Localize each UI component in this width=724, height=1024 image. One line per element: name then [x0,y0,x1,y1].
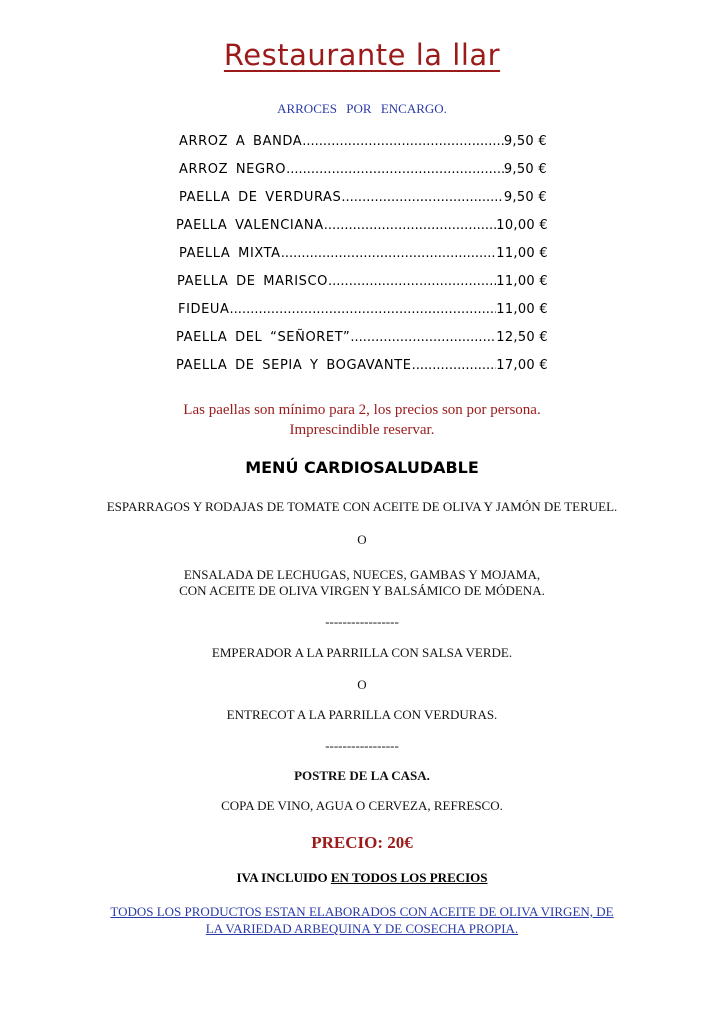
rice-item [179,190,547,205]
dot-leader [230,302,497,317]
menu-main-2: ENTRECOT A LA PARRILLA CON VERDURAS. [226,707,498,722]
footer-line-2: LA VARIEDAD ARBEQUINA Y DE COSECHA PROPIA. [205,921,519,936]
olive-oil-footer [0,903,724,937]
rice-section-heading: ARROCES POR ENCARGO. [277,101,447,116]
rice-item [176,218,548,233]
dot-leader [324,218,497,233]
rice-item [179,246,548,261]
menu-title: MENÚ CARDIOSALUDABLE [245,458,479,477]
dish-name: PAELLA DE SEPIA Y BOGAVANTE [176,358,412,373]
menu-starter-1: ESPARRAGOS Y RODAJAS DE TOMATE CON ACEITE DE OLIVA Y JAMÓN DE TERUEL. [106,499,618,514]
menu-drinks: COPA DE VINO, AGUA O CERVEZA, REFRESCO. [221,798,503,813]
dish-price: 11,00 € [496,274,548,289]
menu-or-separator: O [357,532,367,547]
dish-price: 11,00 € [496,302,548,317]
menu-dessert: POSTRE DE LA CASA. [294,768,430,783]
menu-dash-divider: ----------------- [325,614,399,629]
dish-price: 9,50 € [503,134,547,149]
dish-price: 11,00 € [496,246,548,261]
menu-starter-2-line-2: CON ACEITE DE OLIVA VIRGEN Y BALSÁMICO DE MÓDENA. [179,583,545,598]
menu-or-separator: O [357,677,367,692]
dish-price: 10,00 € [496,218,548,233]
iva-notice [0,870,724,886]
dish-price: 12,50 € [496,330,548,345]
dish-name: ARROZ NEGRO [179,162,287,177]
dish-price: 9,50 € [503,190,547,205]
dish-name: FIDEUA [178,302,230,317]
dot-leader [350,330,496,345]
dish-price: 17,00 € [496,358,548,373]
dish-name: PAELLA MIXTA [179,246,281,261]
rice-item [176,330,548,345]
menu-dash-divider: ----------------- [325,738,399,753]
iva-underlined: EN TODOS LOS PRECIOS [330,870,488,885]
dot-leader [302,134,504,149]
paella-note-reservation: Imprescindible reservar. [289,422,435,438]
dish-name: ARROZ A BANDA [179,134,303,149]
dot-leader [412,358,497,373]
dish-name: PAELLA DE MARISCO [177,274,329,289]
iva-prefix: IVA INCLUIDO [236,870,331,885]
menu-main-1: EMPERADOR A LA PARRILLA CON SALSA VERDE. [211,645,513,660]
rice-item [176,358,548,373]
rice-item [177,274,548,289]
rice-item [178,302,548,317]
menu-price: PRECIO: 20€ [311,833,413,852]
footer-line-1: TODOS LOS PRODUCTOS ESTAN ELABORADOS CON ACEITE DE OLIVA VIRGEN, DE [110,904,614,919]
dot-leader [286,162,504,177]
rice-item [179,134,547,149]
menu-starter-2-line-1: ENSALADA DE LECHUGAS, NUECES, GAMBAS Y MOJAMA, [183,567,541,582]
dish-name: PAELLA DE VERDURAS [179,190,342,205]
rice-item [179,162,547,177]
restaurant-title: Restaurante la llar [223,38,501,72]
dot-leader [281,246,497,261]
dot-leader [341,190,503,205]
dish-name: PAELLA VALENCIANA [176,218,324,233]
dot-leader [328,274,496,289]
paella-note-minimum: Las paellas son mínimo para 2, los precios son por persona. [183,402,541,418]
dish-price: 9,50 € [503,162,547,177]
dish-name: PAELLA DEL “SEÑORET” [176,330,351,345]
